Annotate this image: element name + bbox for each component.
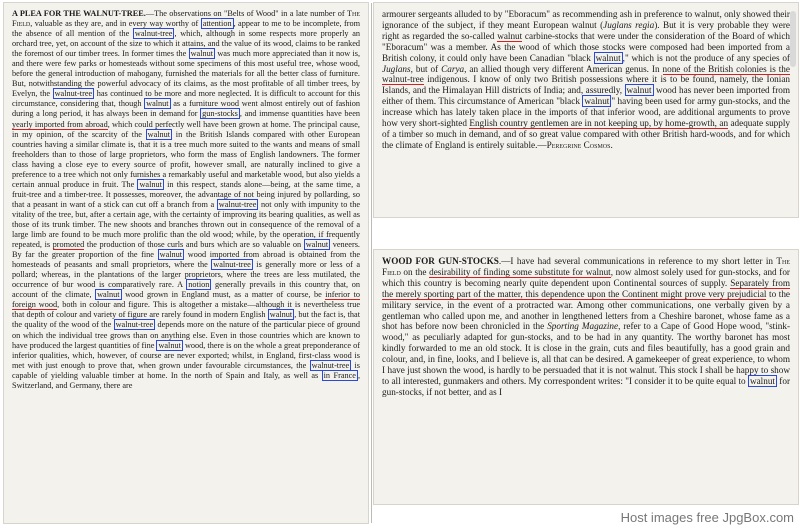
highlighted-term: walnut-tree	[115, 320, 154, 330]
text-run: , valuable as they are, and in every way worthy of	[30, 19, 201, 29]
text-run: , both in colour and figure. This is altogether a mistake—although it is nevertheless true that depth of colour and variety of figure are rarely found in modern English	[12, 300, 360, 320]
text-run: as a furniture wood went almost entirely out of fashion during a long period, it has always been in demand for	[12, 99, 360, 119]
column-divider	[371, 3, 372, 523]
highlighted-term: walnut	[305, 240, 329, 250]
highlighted-term: walnut	[139, 179, 162, 189]
text-run: —The observations on "Belts of Wood" in a late number of	[145, 9, 347, 18]
text-run: wood, there is on the whole a great preponderance of inferior qualities, which, however, of course are never exported; whilst, in England, first-class wood is met with just enough to prove that, when grown under favourable circumstances, the	[12, 340, 360, 370]
text-run: , but the fact is, that the quality of the wood of the	[12, 310, 360, 330]
highlighted-term: walnut	[146, 99, 169, 109]
underlined-phrase: desirability of finding some substitute for walnut	[429, 266, 611, 277]
text-run: , and immense quantities have been	[239, 109, 360, 119]
text-run: for gun-stocks, if not better, and as I	[382, 375, 790, 397]
highlighted-term: walnut-tree	[134, 29, 173, 39]
highlighted-term: attention	[202, 19, 232, 29]
paragraph	[382, 9, 790, 151]
text-run: not only with impunity to the vitality of the tree, but, after a certain age, with the certainty of improving its bearing qualities, as well as those of its trunk timber. The new shoots and branches thrown out in consequence of the removal of a large limb are found to be much more prolific than the old wood; while, by the operation, if frequently repeated, is	[12, 199, 360, 250]
highlighted-term: notion	[188, 280, 210, 290]
highlighted-term: walnut	[626, 85, 652, 96]
text-run: indigenous. I know of only two British possessions where it is to be found, namely, the Ionian Islands, and the Himalayan Hill districts of India; and, assuredly,	[382, 74, 790, 96]
highlighted-term: walnut-tree	[311, 360, 350, 370]
text-run: , appear to me to be incomplete, from the absence of all mention of the	[12, 19, 360, 39]
italic-text: Carya	[441, 63, 465, 74]
highlighted-term: walnut	[749, 375, 775, 386]
highlighted-term: walnut	[269, 310, 293, 320]
left-clipping-text	[12, 9, 360, 519]
highlighted-term: walnut	[147, 129, 171, 139]
highlighted-term: walnut-tree	[54, 89, 93, 99]
text-run: ). But it is very probable they were right as regarded the so-called	[382, 19, 790, 41]
text-run: .	[610, 139, 613, 150]
highlighted-term: walnut	[158, 340, 181, 350]
text-run: veneers. By far the greater proportion of the fine	[12, 240, 360, 260]
small-caps-text: Peregrine Cosmos	[546, 139, 611, 150]
highlighted-term: in France	[323, 370, 356, 380]
text-run: has continued to be more and more neglected. It is difficult to account for this circumstance, considering that, though	[12, 89, 360, 109]
paragraph	[12, 9, 360, 391]
italic-text: Juglans	[382, 63, 411, 74]
text-run: wood imported from abroad is obtained from the homesteads of peasants and small proprietors, where the	[12, 250, 360, 270]
text-run: ," which is not the produce of any species of	[622, 52, 790, 63]
text-run: " having been used for army gun-stocks, and the increase which has lately taken place in the imports of that inferior wood, are additional arguments to prove how very short-sighted	[382, 96, 790, 129]
underlined-phrase: Separately from the merely sporting part of the matter, this dependence upon the Continent might prove very prejudicial	[382, 277, 790, 299]
text-run: wood has never been imported from either of them. This circumstance of American "black	[382, 85, 790, 107]
highlighted-term: walnut	[190, 49, 214, 59]
text-run: adequate supply of a timber so much in demand, and of so great value compared with other British hard-woods, and for which the climate of England is entirely suitable.—	[382, 118, 790, 150]
text-run: generally prevails in this country that, on account of the climate,	[12, 280, 360, 300]
underlined-phrase: walnut	[497, 30, 523, 41]
highlighted-term: gun-stocks	[202, 109, 238, 119]
text-run: was much more appreciated than it now is, and there were few parks or homesteads without some specimens of this most useful tree, whose wood, before the general introduction of mahogany, furnished the materials for all the better class of furniture. But, notwithstanding the powerful advocacy of its claims, as the most profitable of all timber trees, by Evelyn, the	[12, 49, 360, 99]
text-run: carbine-stocks that were under the consideration of the Board of which "Eboracum" was a member. As the wood of which those stocks were composed had been imported from a British colony, it could only have been Canadian "black	[382, 30, 790, 63]
text-run: , which could perfectly well have been grown at home. The principal cause, in my opinion, of the scarcity of the	[12, 119, 360, 139]
highlighted-term: walnut	[584, 96, 610, 107]
small-caps-text: The Field	[12, 9, 360, 29]
text-run: on the	[400, 266, 430, 277]
italic-text: Sporting Magazine	[547, 321, 619, 332]
highlighted-term: walnut-tree	[213, 260, 251, 270]
text-run: wood grown in England must, as a matter of course, be	[121, 290, 326, 300]
article-heading: WOOD FOR GUN-STOCKS	[382, 256, 499, 266]
top-right-clipping-text	[382, 9, 790, 213]
top-right-clipping	[374, 3, 798, 217]
text-run: in the British Islands compared with other European countries having a similar climate is, that it is a tree much more suited to the wants and means of small freeholders than to those of large proprietors, who form the mass of English landowners. The former class having a close eye to every source of profit, however small, are naturally inclined to give a preference to a tree which not only furnishes a remarkably useful and marketable wood, but also yields a certain annual produce in fruit. The	[12, 129, 360, 189]
paragraph	[382, 256, 790, 398]
underlined-phrase: promoted	[52, 240, 85, 250]
bottom-right-clipping-text	[382, 256, 790, 500]
highlighted-term: walnut	[97, 290, 120, 300]
highlighted-term: walnut	[595, 52, 621, 63]
text-run: , but of	[410, 63, 442, 74]
underlined-phrase: yearly imported from abroad	[12, 119, 108, 129]
highlighted-term: walnut-tree	[218, 199, 257, 209]
text-run: is generally more or less of a pollard; whereas, in the plantations of the larger proprietors, where the trees are less mutilated, the occurrence of bur wood is comparatively rare. A	[12, 260, 360, 290]
text-run: , an allied though very different American genus. In	[464, 63, 663, 74]
highlighted-term: walnut	[159, 250, 183, 260]
underlined-phrase: none of the British colonies is the walnut-tree	[382, 63, 790, 85]
bottom-right-clipping	[374, 250, 798, 504]
text-run: , refer to a Cape of Good Hope wood, "stink-wood," as peculiarly adapted for gun-stocks, and to be had in any quantity. The worthy baronet has most kindly forwarded to me an old stock. It is close in the grain, cuts and files beautifully, has a good grain and colour, and, in fine, looks, and I believe is, all that can be desired. A gamekeeper of great experience, to whom I have just shown the wood, is hardly to be persuaded that it is not walnut. This stock I shall be happy to show to all interested, gunmakers and others. My correspondent writes: "I consider it to be quite equal to	[382, 321, 790, 386]
text-run: is capable of yielding valuable timber at home. In the north of Spain and Italy, as well as	[12, 360, 360, 380]
underlined-phrase: inferior to foreign wood	[12, 290, 360, 310]
text-run: in this respect, stands alone—being, at the same time, a fruit-tree and a timber-tree. It possesses, moreover, the advantage of not being injured by pollarding, so that a peasant in want of a stick can cut off a branch from a	[12, 179, 360, 209]
text-run: , Switzerland, and Germany, there are	[12, 370, 360, 390]
text-run: , now almost solely used for gun-stocks, and for which this country is becoming nearly quite dependent upon Continental sources of supply.	[382, 266, 790, 288]
small-caps-text: The Field	[382, 256, 790, 277]
scrollbar[interactable]	[790, 11, 796, 67]
article-heading: A PLEA FOR THE WALNUT-TREE.	[12, 9, 146, 18]
text-run: to the military service, in the event of a protracted war. Among other communications, one verbally given by a gentleman who called upon me, and another in lengthened letters from a Cheshire baronet, whose fame as a shot has before now been chronicled in the	[382, 288, 790, 332]
text-run: the production of those curls and burs which are so valuable on	[84, 240, 304, 250]
text-run: , which, although in some respects more properly an orchard tree, yet, on account of the size to which it attains, and the value of its wood, claims to be ranked the foremost of our timber trees. In former times the	[12, 29, 360, 59]
text-run: depends more on the nature of the particular piece of ground on which the individual tree grows than on anything else. Even in those countries which are known to have produced the largest quantities of fine	[12, 320, 360, 350]
text-run: .—I have had several communications in reference to my short letter in	[498, 256, 777, 266]
left-clipping	[4, 3, 368, 523]
text-run: armourer sergeants alluded to by "Eboracum" as recommending ash in preference to walnut, only showed their ignorance of the subject, if they meant European walnut (	[382, 9, 790, 30]
host-watermark: Host images free JpgBox.com	[620, 510, 794, 525]
underlined-phrase: English country gentlemen are in not keeping up, by home-growth, an	[469, 118, 729, 129]
italic-text: Juglans regia	[603, 19, 655, 30]
